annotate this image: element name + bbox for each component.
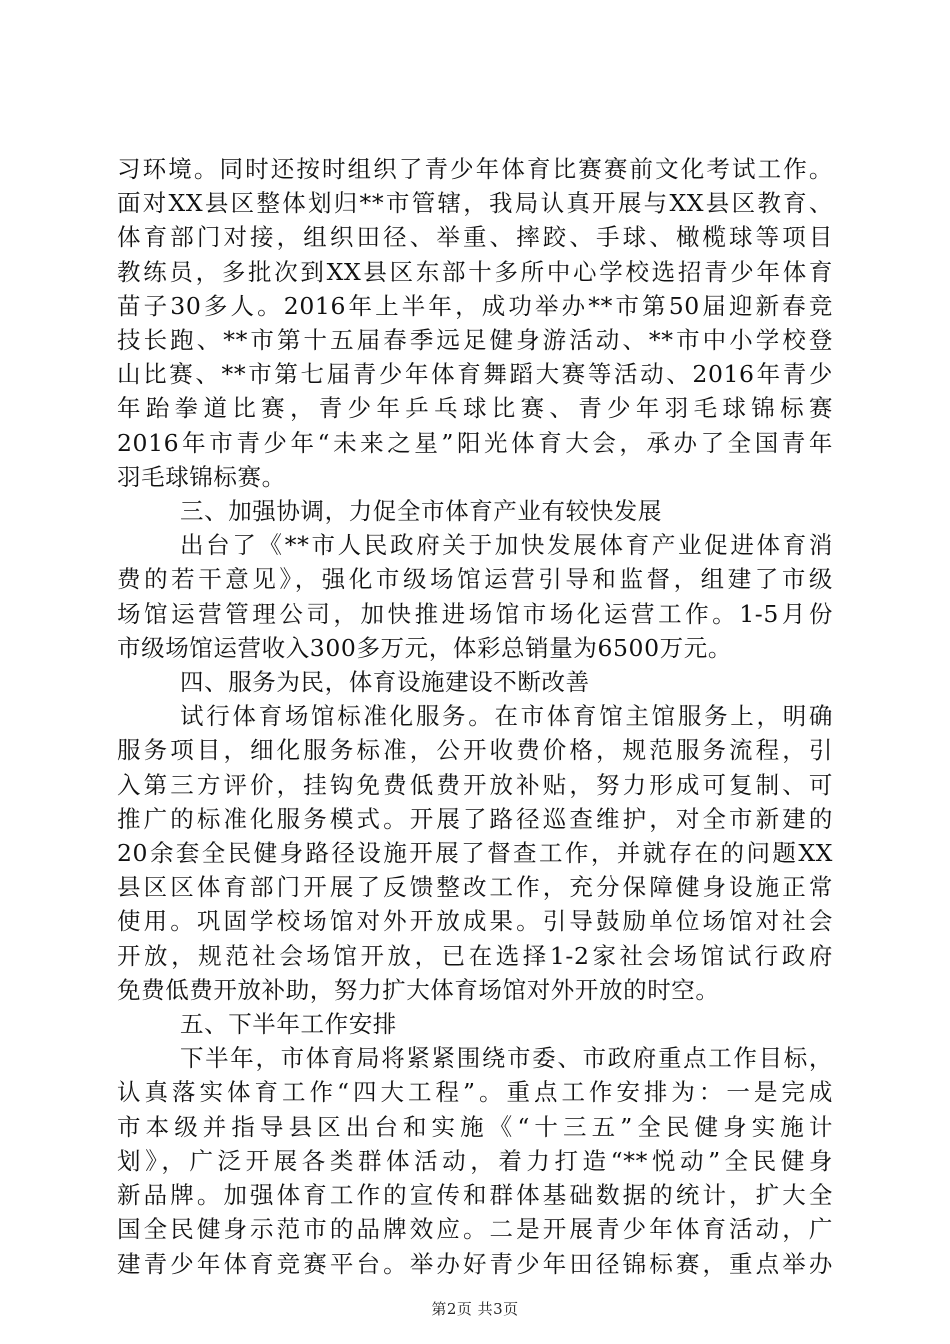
text-line: 新品牌。加强体育工作的宣传和群体基础数据的统计，扩大全 xyxy=(117,1181,833,1210)
paragraph-start-line: 三、加强协调，力促全市体育产业有较快发展 xyxy=(180,497,662,526)
text-line: 开放，规范社会场馆开放，已在选择1-2家社会场馆试行政府 xyxy=(117,941,833,970)
text-line: 年跆拳道比赛，青少年乒乓球比赛、青少年羽毛球锦标赛 xyxy=(117,394,833,423)
text-line: 县区区体育部门开展了反馈整改工作，充分保障健身设施正常 xyxy=(117,873,833,902)
text-line: 推广的标准化服务模式。开展了路径巡查维护，对全市新建的 xyxy=(117,804,833,833)
text-line: 市级场馆运营收入300多万元，体彩总销量为6500万元。 xyxy=(117,633,732,662)
text-line: 20余套全民健身路径设施开展了督查工作，并就存在的问题XX xyxy=(117,839,833,868)
text-line: 习环境。同时还按时组织了青少年体育比赛赛前文化考试工作。 xyxy=(117,155,833,183)
text-line: 服务项目，细化服务标准，公开收费价格，规范服务流程，引 xyxy=(117,736,833,765)
document-body xyxy=(117,152,833,1281)
text-line: 羽毛球锦标赛。 xyxy=(117,462,286,491)
text-line: 国全民健身示范市的品牌效应。二是开展青少年体育活动，广 xyxy=(117,1215,833,1244)
text-line: 认真落实体育工作“四大工程”。重点工作安排为：一是完成 xyxy=(117,1078,833,1107)
paragraph-start-line: 四、服务为民，体育设施建设不断改善 xyxy=(180,668,590,697)
text-line: 使用。巩固学校场馆对外开放成果。引导鼓励单位场馆对社会 xyxy=(117,907,833,936)
text-line: 2016年市青少年“未来之星”阳光体育大会，承办了全国青年 xyxy=(117,428,833,457)
text-line: 面对XX县区整体划归**市管辖，我局认真开展与XX县区教育、 xyxy=(117,189,833,218)
text-line: 入第三方评价，挂钩免费低费开放补贴，努力形成可复制、可 xyxy=(117,770,833,799)
text-line: 苗子30多人。2016年上半年，成功举办**市第50届迎新春竞 xyxy=(117,291,833,320)
paragraph-start-line: 五、下半年工作安排 xyxy=(180,1010,397,1039)
text-line: 山比赛、**市第七届青少年体育舞蹈大赛等活动、2016年青少 xyxy=(117,360,833,389)
page-footer: 第2页 共3页 xyxy=(431,1300,519,1318)
text-line: 建青少年体育竞赛平台。举办好青少年田径锦标赛，重点举办 xyxy=(117,1249,833,1278)
text-line: 教练员，多批次到XX县区东部十多所中心学校选招青少年体育 xyxy=(117,257,833,286)
text-line: 场馆运营管理公司，加快推进场馆市场化运营工作。1-5月份 xyxy=(117,599,833,628)
paragraph-start-line: 试行体育场馆标准化服务。在市体育馆主馆服务上，明确 xyxy=(180,702,833,731)
text-line: 技长跑、**市第十五届春季远足健身游活动、**市中小学校登 xyxy=(117,326,833,355)
text-line: 费的若干意见》，强化市级场馆运营引导和监督，组建了市级 xyxy=(117,565,833,594)
text-line: 免费低费开放补助，努力扩大体育场馆对外开放的时空。 xyxy=(117,975,720,1004)
text-line: 市本级并指导县区出台和实施《“十三五”全民健身实施计 xyxy=(117,1112,833,1141)
text-line: 体育部门对接，组织田径、举重、摔跤、手球、橄榄球等项目 xyxy=(117,223,833,252)
paragraph-start-line: 出台了《**市人民政府关于加快发展体育产业促进体育消 xyxy=(180,531,833,560)
paragraph-start-line: 下半年，市体育局将紧紧围绕市委、市政府重点工作目标， xyxy=(180,1044,833,1073)
text-line: 划》，广泛开展各类群体活动，着力打造“**悦动”全民健身 xyxy=(117,1146,833,1175)
